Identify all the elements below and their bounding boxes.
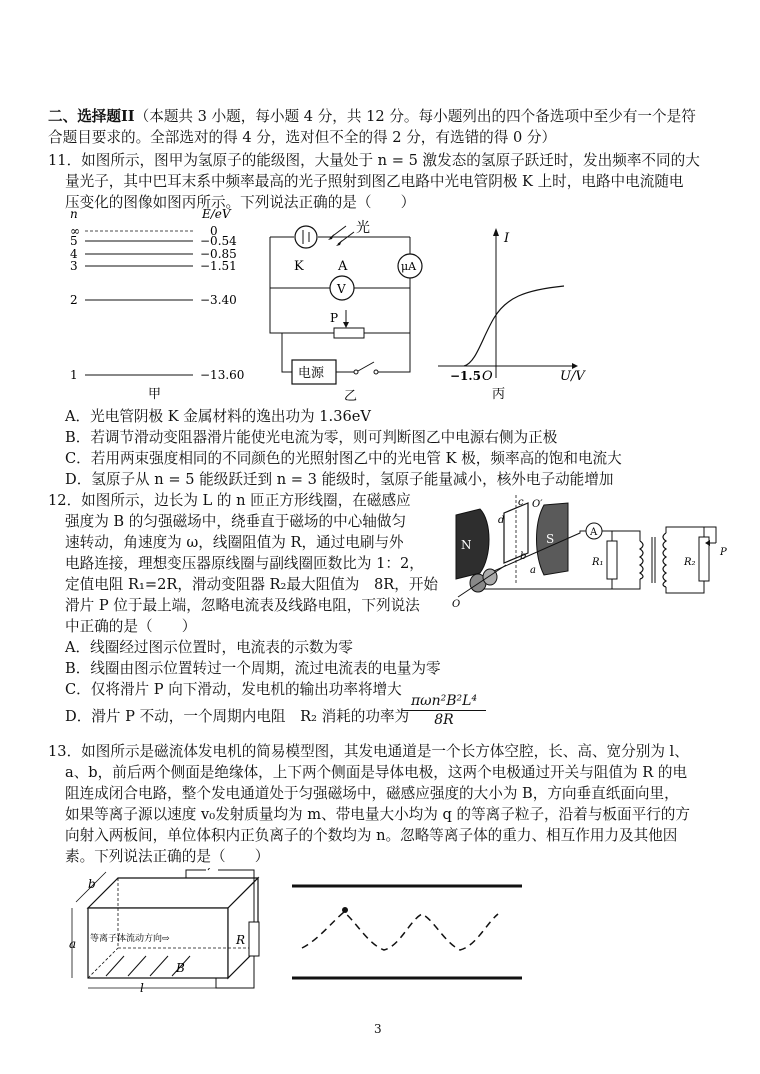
level-n-1: 1 [70,368,78,382]
level-n-2: 2 [70,293,78,307]
power-source-label: 电源 [298,366,325,381]
q11-line-3: 压变化的图像如图丙所示。下列说法正确的是（ ） [65,194,416,211]
anode-label: A [338,259,348,274]
q12-line-6: 滑片 P 位于最上端，忽略电流表及线路电阻，下列说法 [65,597,420,614]
q13-line-6: 素。下列说法正确的是（ ） [65,848,270,865]
q13-line-3: 阻连成闭合电路，整个发电通道处于匀强磁场中，磁感应强度的大小为 B，方向垂直纸面向里， [65,785,679,802]
fig-a-caption: 甲 [148,387,162,402]
slip-ring-2 [483,569,497,585]
switch [358,362,374,371]
photoelectric-circuit [262,212,432,404]
slider-p-label: P [720,547,727,558]
ammeter-label: A [590,527,598,538]
dim-a-label: a [69,937,77,951]
coil-label-d: d [498,515,505,526]
section-desc-1: （本题共 3 小题，每小题 4 分，共 12 分。每小题列出的四个备选项中至少有一个是符 [134,108,696,125]
iu-curve [464,286,564,366]
field-b-label: B [176,961,185,975]
e-axis-label: E/eV [202,208,231,221]
q11-line-2: 量光子，其中巴耳末系中频率最高的光子照射到图乙电路中光电管阴极 K 上时，电路中电流随电 [65,173,684,190]
axis-label-o: O [452,599,461,610]
flow-direction-label: 等离子体流动方向⇨ [90,934,170,944]
q13-line-1: 13．如图所示是磁流体发电机的简易模型图，其发电通道是一个长方体空腔，长、高、宽分别为 l、 [48,743,689,760]
photocell [295,226,317,248]
section-desc-2: 合题目要求的。全部选对的得 4 分，选对但不全的得 2 分，有选错的得 0 分） [48,129,557,146]
q12-option-c: C．仅将滑片 P 向下滑动，发电机的输出功率将增大 [65,681,402,698]
q12-line-1: 12．如图所示，边长为 L 的 n 匝正方形线圈，在磁感应 [48,492,411,509]
fig-b-caption: 乙 [344,389,358,404]
origin-label: O [482,369,493,384]
particle-trajectory [302,912,498,950]
level-n-4: 4 [70,247,78,261]
cathode-label: K [294,259,304,274]
q12-line-4: 电路连接，理想变压器原线圈与副线圈匝数比为 1：2， [65,555,424,572]
slider-label: P [330,311,339,325]
u-axis-label: U/V [560,369,585,384]
q11-option-d: D．氢原子从 n = 5 能级跃迁到 n = 3 能级时，氢原子能量减小，核外电子动能增加 [65,471,614,488]
fraction-denominator: 8R [434,712,454,728]
coil-label-a: a [530,565,536,576]
mhd-generator-figure [66,868,276,996]
level-n-5: 5 [70,234,78,248]
dim-b-label: b [88,877,96,891]
generator-transformer-figure [448,493,738,613]
switch [208,868,214,870]
section-header [48,106,696,127]
q12-line-3: 速转动，角速度为 ω，线圈阻值为 R，通过电刷与外 [65,534,404,551]
plates-trajectory-figure [288,880,528,982]
q12-line-5: 定值电阻 R₁=2R，滑动变阻器 R₂最大阻值为 8R，开始 [65,576,439,593]
particle-dot [342,907,348,913]
voltmeter-label: V [337,282,346,296]
transformer-primary [640,541,643,579]
q11-line-1: 11．如图所示，图甲为氢原子的能级图，大量处于 n = 5 激发态的氢原子跃迁时，发出频率不同的大 [48,152,700,169]
coil-label-c: c [518,497,524,508]
level-e-5: −0.54 [200,234,237,248]
fraction-numerator: πωn²B²L⁴ [402,693,486,711]
q12-line-7: 中正确的是（ ） [65,618,197,635]
q12-option-d-fraction [402,693,486,728]
i-axis-label: I [504,231,510,246]
q13-line-2: a、b，前后两个侧面是绝缘体，上下两个侧面是导体电极，这两个电极通过开关与阻值为 R 的电 [65,764,688,781]
axis-label-o-prime: O′ [532,499,543,510]
level-n-3: 3 [70,259,78,273]
stopping-voltage-tick: −1.5 [450,369,481,383]
dim-l-label: l [140,981,144,995]
magnet-s-label: S [546,532,555,546]
q13-line-4: 如果等离子源以速度 v₀发射质量均为 m、带电量大小均为 q 的等离子粒子，沿着与板面平行的方 [65,806,690,823]
resistor-r2-label: R₂ [684,557,696,568]
magnet-n-label: N [461,538,472,552]
q11-option-c: C．若用两束强度相同的不同颜色的光照射图乙中的光电管 K 极，频率高的饱和电流大 [65,450,622,467]
level-e-4: −0.85 [200,247,237,261]
level-n-inf: ∞ [70,224,80,238]
level-e-2: −3.40 [200,293,237,307]
rheostat [334,328,364,338]
q13-line-5: 向射入两板间，单位体积内正负离子的个数均为 n。忽略等离子体的重力、相互作用力及其他因 [65,827,678,844]
microammeter-label: μA [401,260,417,273]
level-e-inf: 0 [210,224,218,238]
q11-option-a: A．光电管阴极 K 金属材料的逸出功为 1.36eV [65,408,371,425]
level-e-1: −13.60 [200,368,245,382]
resistor-r1-label: R₁ [592,557,604,568]
q12-option-a: A．线圈经过图示位置时，电流表的示数为零 [65,639,353,656]
transformer-secondary [663,533,666,587]
n-axis-label: n [70,208,78,221]
section-title: 二、选择题II [48,108,135,125]
level-e-3: −1.51 [200,259,237,273]
q12-option-d [65,706,409,727]
resistor-r [249,922,259,956]
coil-label-b: b [520,551,527,562]
iu-graph [432,228,602,404]
q12-option-d-prefix: D．滑片 P 不动，一个周期内电阻 R₂ 消耗的功率为 [65,708,410,725]
light-label: 光 [356,220,370,236]
fig-c-caption: 丙 [492,387,506,402]
page-number: 3 [374,1022,382,1036]
energy-level-diagram [60,208,250,403]
resistor-r-label: R [236,933,246,947]
q11-option-b: B．若调节滑动变阻器滑片能使光电流为零，则可判断图乙中电源右侧为正极 [65,429,558,446]
q12-line-2: 强度为 B 的匀强磁场中，绕垂直于磁场的中心轴做匀 [65,513,407,530]
q12-option-b: B．线圈由图示位置转过一个周期，流过电流表的电量为零 [65,660,441,677]
resistor-r1 [607,541,617,579]
